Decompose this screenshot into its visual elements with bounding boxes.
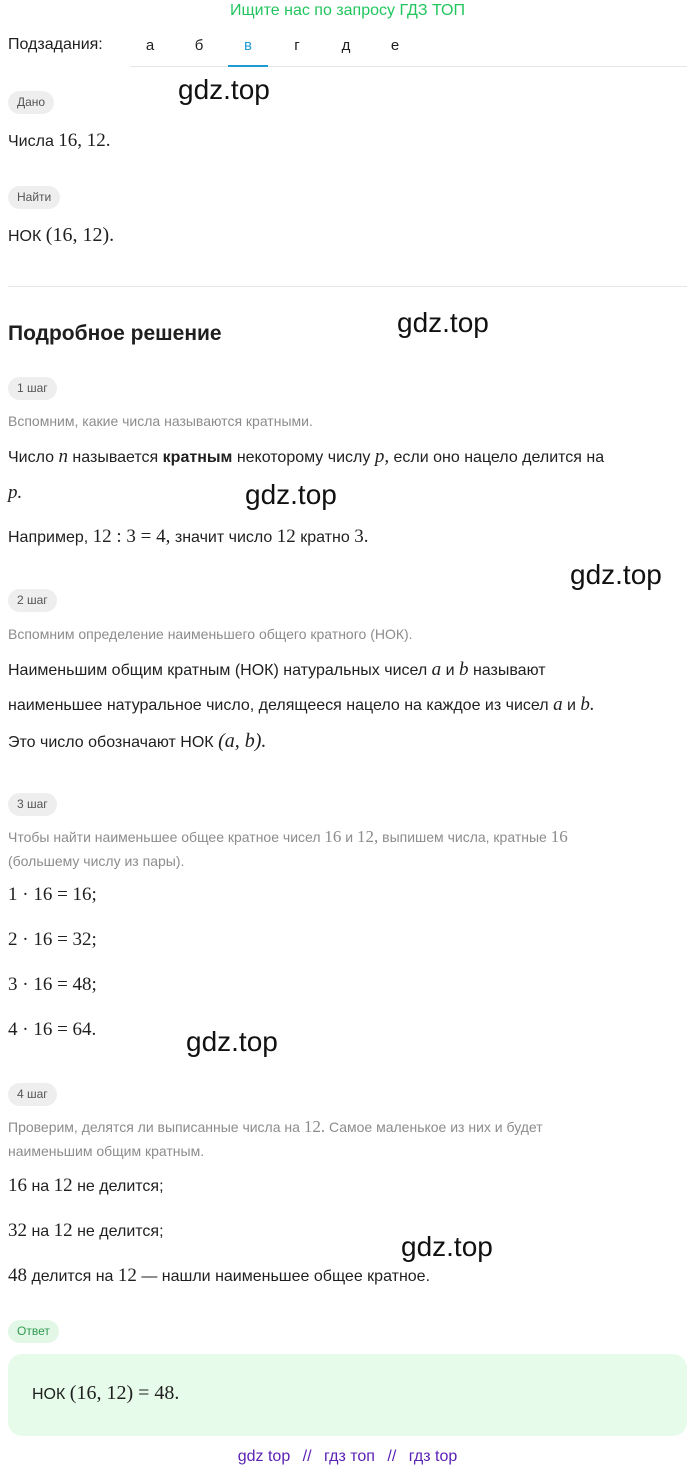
tab-b[interactable]: б	[194, 37, 204, 54]
step-3-hint-line-2: (большему числу из пары).	[8, 853, 185, 869]
step-1-line-3: Например, 12 : 3 = 4, значит число 12 кратно 3.	[8, 526, 369, 547]
search-banner: Ищите нас по запросу ГДЗ ТОП	[230, 2, 465, 19]
step-2-line-2: наименьшее натуральное число, делящееся нацело на каждое из чисел a и b.	[8, 694, 595, 715]
step-3-hint-line-1: Чтобы найти наименьшее общее кратное чисел 16 и 12, выпишем числа, кратные 16	[8, 827, 568, 846]
step-4-result-3: 48 делится на 12 — нашли наименьшее общее кратное.	[8, 1265, 431, 1286]
footer-link-3[interactable]: гдз top	[408, 1448, 458, 1465]
watermark-2: gdz.top	[397, 307, 489, 338]
subtasks-label: Подзадания:	[8, 36, 103, 53]
footer-links	[0, 1448, 695, 1466]
tab-d[interactable]: д	[341, 37, 351, 54]
step-4-hint-line-1: Проверим, делятся ли выписанные числа на 12. Самое маленькое из них и будет	[8, 1117, 543, 1136]
subtask-tabs	[130, 28, 687, 67]
step-1-line-1: Число n называется кратным некоторому числу p, если оно нацело делится на	[8, 446, 605, 467]
step-4-hint-line-2: наименьшим общим кратным.	[8, 1143, 205, 1159]
step-1-hint: Вспомним, какие числа называются кратными.	[8, 413, 313, 429]
step-2-hint: Вспомним определение наименьшего общего кратного (НОК).	[8, 626, 413, 642]
watermark-3: gdz.top	[245, 479, 337, 510]
solution-title: Подробное решение	[8, 322, 222, 345]
watermark-4: gdz.top	[570, 559, 662, 590]
tab-e[interactable]: е	[390, 37, 400, 54]
step-4-result-2: 32 на 12 не делится;	[8, 1220, 164, 1241]
step-3-badge: 3 шаг	[8, 793, 57, 816]
step-3-equation-3: 3 · 16 = 48;	[8, 974, 97, 995]
answer-text: НОК (16, 12) = 48.	[32, 1382, 180, 1404]
step-2-line-3: Это число обозначают НОК (a, b).	[8, 730, 267, 752]
step-4-badge: 4 шаг	[8, 1083, 57, 1106]
tab-a[interactable]: а	[145, 37, 155, 54]
watermark-1: gdz.top	[178, 74, 270, 105]
given-text: Числа 16, 12.	[8, 130, 111, 151]
step-2-line-1: Наименьшим общим кратным (НОК) натуральных чисел a и b называют	[8, 659, 546, 680]
answer-badge: Ответ	[8, 1320, 59, 1343]
watermark-5: gdz.top	[186, 1026, 278, 1057]
divider	[8, 286, 687, 287]
tab-v[interactable]: в	[228, 28, 268, 67]
footer-link-1[interactable]: gdz top	[237, 1448, 291, 1465]
step-2-badge: 2 шаг	[8, 589, 57, 612]
step-3-equation-4: 4 · 16 = 64.	[8, 1019, 97, 1040]
given-badge: Дано	[8, 91, 54, 114]
footer-link-2[interactable]: гдз топ	[324, 1448, 375, 1465]
step-3-equation-2: 2 · 16 = 32;	[8, 929, 97, 950]
step-4-result-1: 16 на 12 не делится;	[8, 1175, 164, 1196]
step-1-line-2: p.	[8, 482, 23, 503]
find-badge: Найти	[8, 186, 60, 209]
find-text: НОК (16, 12).	[8, 224, 115, 246]
step-3-equation-1: 1 · 16 = 16;	[8, 884, 97, 905]
footer-separator: //	[387, 1448, 397, 1465]
step-1-badge: 1 шаг	[8, 377, 57, 400]
tab-g[interactable]: г	[294, 37, 300, 54]
watermark-6: gdz.top	[401, 1231, 493, 1262]
footer-separator: //	[302, 1448, 312, 1465]
